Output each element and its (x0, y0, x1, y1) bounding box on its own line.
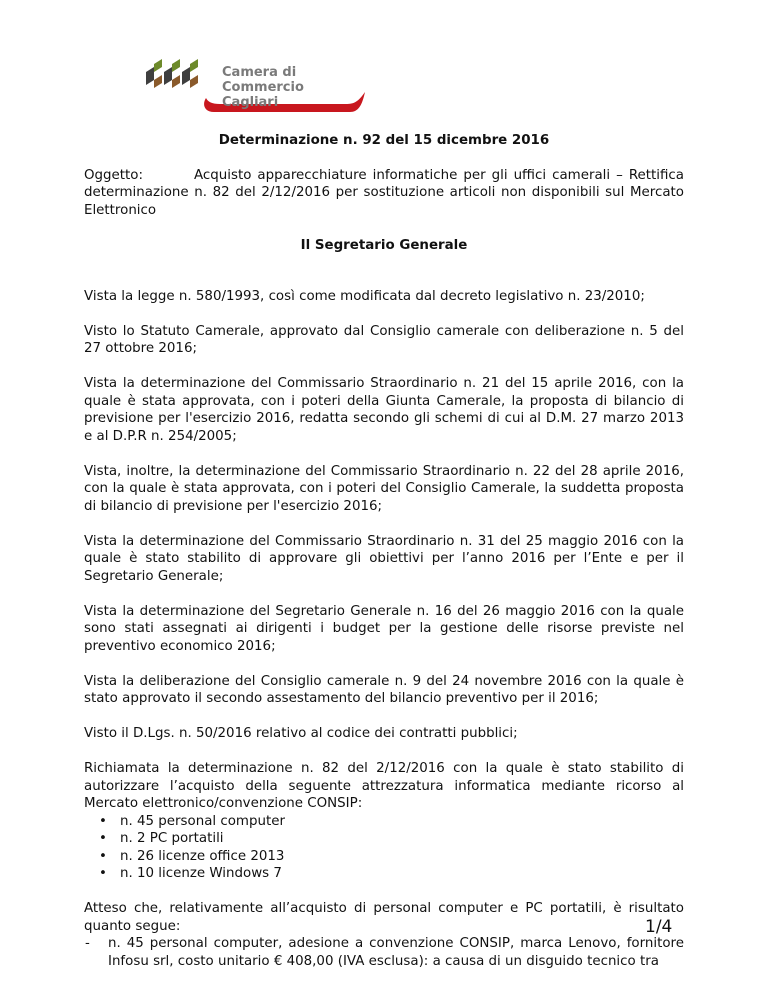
list-item (84, 865, 684, 883)
list-item-text: n. 10 licenze Windows 7 (120, 866, 282, 881)
dash-icon: - (85, 936, 90, 951)
bullet-icon: • (99, 848, 107, 864)
bullet-icon: • (99, 866, 107, 881)
paragraph: Vista la determinazione del Commissario Straordinario n. 21 del 15 aprile 2016, con la quale è stata approvata, con i poteri della Giunta Camerale, la proposta di bilancio di previsione per l'esercizio 2016, redatta secondo gli schemi di cui al D.M. 27 marzo 2013 e al D.P.R n. 254/2005; (84, 376, 684, 444)
paragraph: Vista, inoltre, la determinazione del Commissario Straordinario n. 22 del 28 aprile 2016, con la quale è stata approvata, con i poteri del Consiglio Camerale, la suddetta proposta di bilancio di previsione per l'esercizio 2016; (84, 463, 684, 514)
subject-text: Acquisto apparecchiature informatiche per gli uffici camerali – Rettifica determinazione n. 82 del 2/12/2016 per sostituzione articoli non disponibili sul Mercato Elettronico (84, 167, 684, 218)
org-logo (140, 50, 380, 125)
list-item-text: n. 2 PC portatili (120, 831, 224, 846)
paragraph: Vista la legge n. 580/1993, così come modificata dal decreto legislativo n. 23/2010; (84, 288, 645, 304)
list-item (84, 830, 684, 848)
equipment-list (84, 813, 684, 883)
list-item (84, 935, 684, 970)
org-name-line2: Cagliari (222, 95, 279, 110)
subject-label: Oggetto: (84, 167, 143, 183)
paragraph: Richiamata la determinazione n. 82 del 2/12/2016 con la quale è stato stabilito di autorizzare l’acquisto della seguente attrezzatura informatica mediante ricorso al Mercato elettronico/convenzione CONSIP: (84, 761, 684, 811)
section-heading: Il Segretario Generale (300, 238, 468, 253)
subject-paragraph (84, 167, 684, 220)
page-number: 1/4 (645, 917, 673, 937)
bullet-icon: • (99, 831, 107, 846)
list-item-text: n. 26 licenze office 2013 (120, 848, 285, 864)
paragraph: Atteso che, relativamente all’acquisto di personal computer e PC portatili, è risultato quanto segue: (84, 901, 684, 934)
org-name-line1: Camera di Commercio (222, 65, 304, 95)
list-item (84, 848, 684, 866)
org-name (222, 65, 380, 110)
list-item-text: n. 45 personal computer (120, 813, 285, 829)
paragraph: Visto lo Statuto Camerale, approvato dal Consiglio camerale con deliberazione n. 5 del 27 ottobre 2016; (84, 323, 684, 356)
list-item-text: n. 45 personal computer, adesione a convenzione CONSIP, marca Lenovo, fornitore Infosu srl, costo unitario € 408,00 (IVA esclusa): a causa di un disguido tecnico tra (108, 936, 684, 969)
bullet-icon: • (99, 813, 107, 829)
dash-list (84, 935, 684, 970)
paragraph: Vista la deliberazione del Consiglio camerale n. 9 del 24 novembre 2016 con la quale è stato approvato il secondo assestamento del bilancio preventivo per il 2016; (84, 673, 684, 706)
list-item (84, 813, 684, 831)
paragraph: Visto il D.Lgs. n. 50/2016 relativo al codice dei contratti pubblici; (84, 726, 518, 741)
document-body (84, 132, 684, 970)
paragraph: Vista la determinazione del Segretario Generale n. 16 del 26 maggio 2016 con la quale sono stati assegnati ai dirigenti i budget per la gestione delle risorse previste nel preventivo economico 2016; (84, 603, 684, 654)
paragraph: Vista la determinazione del Commissario Straordinario n. 31 del 25 maggio 2016 con la quale è stato stabilito di approvare gli obiettivi per l’anno 2016 per l’Ente e per il Segretario Generale; (84, 533, 684, 584)
document-title: Determinazione n. 92 del 15 dicembre 2016 (218, 133, 550, 148)
